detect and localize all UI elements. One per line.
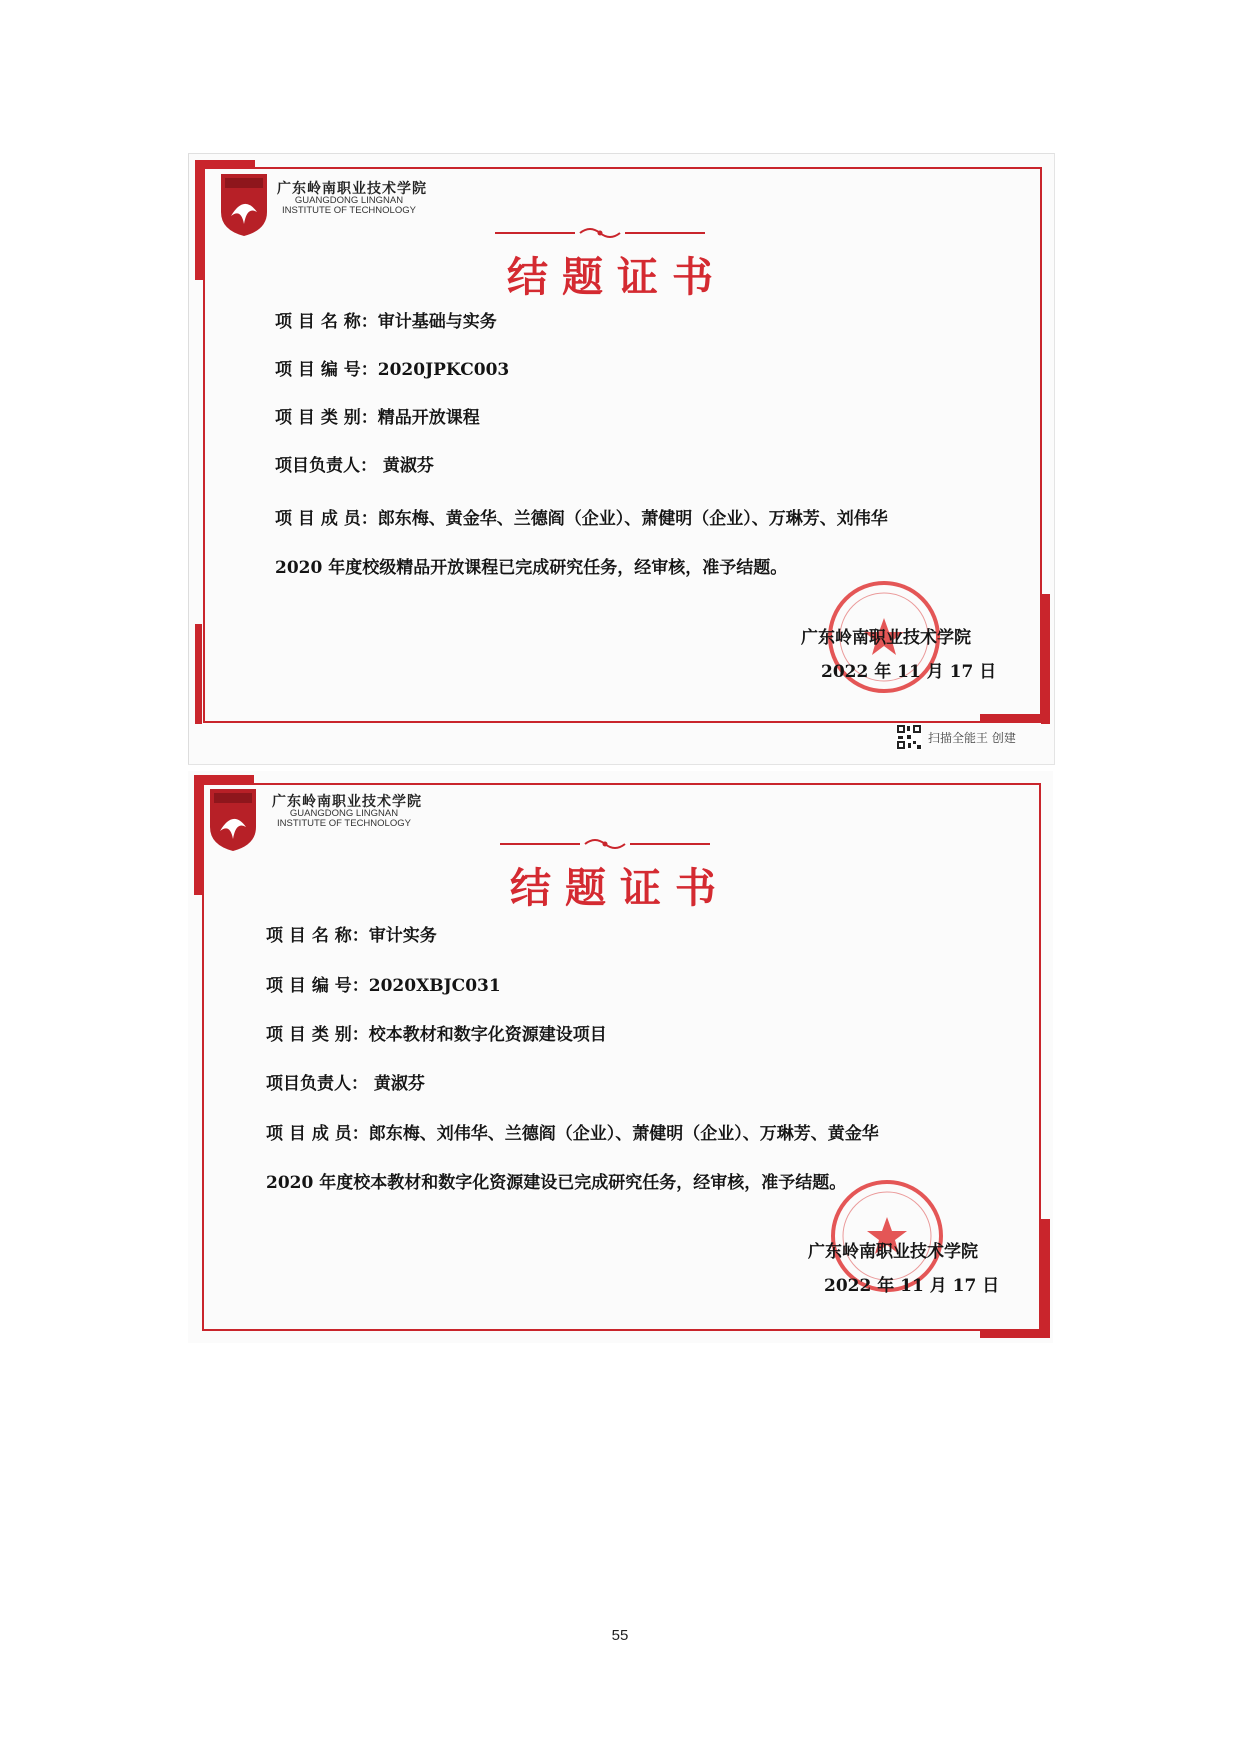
frame-corner-bar: [980, 1329, 1050, 1338]
frame-corner-bar: [195, 160, 255, 168]
project-leader: 项目负责人： 黄淑芬: [275, 456, 434, 476]
scanner-watermark: [896, 723, 1016, 751]
project-name: 项 目 名 称：审计基础与实务: [275, 312, 497, 332]
project-category: 项 目 类 别：校本教材和数字化资源建设项目: [266, 1025, 607, 1045]
project-members: 项 目 成 员：郎东梅、黄金华、兰德阎（企业）、萧健明（企业）、万琳芳、刘伟华: [275, 509, 888, 529]
certificate-2: [188, 771, 1053, 1343]
completion-statement: 2020 年度校级精品开放课程已完成研究任务，经审核，准予结题。: [275, 558, 788, 578]
issue-date: 2022 年 11 月 17 日: [824, 1276, 1000, 1296]
certificate-title: 结题证书: [507, 253, 727, 301]
qr-code-icon: [896, 724, 922, 750]
completion-statement: 2020 年度校本教材和数字化资源建设已完成研究任务，经审核，准予结题。: [266, 1173, 847, 1193]
project-leader: 项目负责人： 黄淑芬: [266, 1074, 425, 1094]
page-number: 55: [611, 1627, 629, 1644]
institute-logo: [219, 172, 269, 238]
frame-corner-bar: [980, 714, 1050, 723]
issuer-name: 广东岭南职业技术学院: [808, 1242, 978, 1262]
project-category: 项 目 类 别：精品开放课程: [275, 408, 480, 428]
project-name: 项 目 名 称：审计实务: [266, 926, 437, 946]
frame-corner-bar: [195, 624, 202, 724]
scanner-watermark-text: 扫描全能王 创建: [928, 730, 1016, 745]
institute-name-cn: 广东岭南职业技术学院: [272, 794, 422, 810]
issuer-name: 广东岭南职业技术学院: [801, 628, 971, 648]
certificate-1: [188, 153, 1055, 765]
title-ornament: [495, 226, 705, 240]
institute-name-en: GUANGDONG LINGNAN INSTITUTE OF TECHNOLOGY: [282, 195, 416, 216]
institute-name-en: GUANGDONG LINGNAN INSTITUTE OF TECHNOLOGY: [277, 808, 411, 829]
frame-corner-bar: [1041, 594, 1050, 724]
issue-date: 2022 年 11 月 17 日: [821, 662, 997, 682]
frame-corner-bar: [195, 160, 204, 280]
project-number: 项 目 编 号：2020XBJC031: [266, 976, 501, 996]
frame-corner-bar: [194, 775, 203, 895]
certificate-title: 结题证书: [510, 864, 730, 912]
project-members: 项 目 成 员：郎东梅、刘伟华、兰德阎（企业）、萧健明（企业）、万琳芳、黄金华: [266, 1124, 879, 1144]
frame-corner-bar: [1041, 1219, 1050, 1337]
institute-name-cn: 广东岭南职业技术学院: [277, 181, 427, 197]
title-ornament: [500, 837, 710, 851]
project-number: 项 目 编 号：2020JPKC003: [275, 360, 510, 380]
frame-corner-bar: [194, 775, 254, 783]
institute-logo: [208, 787, 258, 853]
